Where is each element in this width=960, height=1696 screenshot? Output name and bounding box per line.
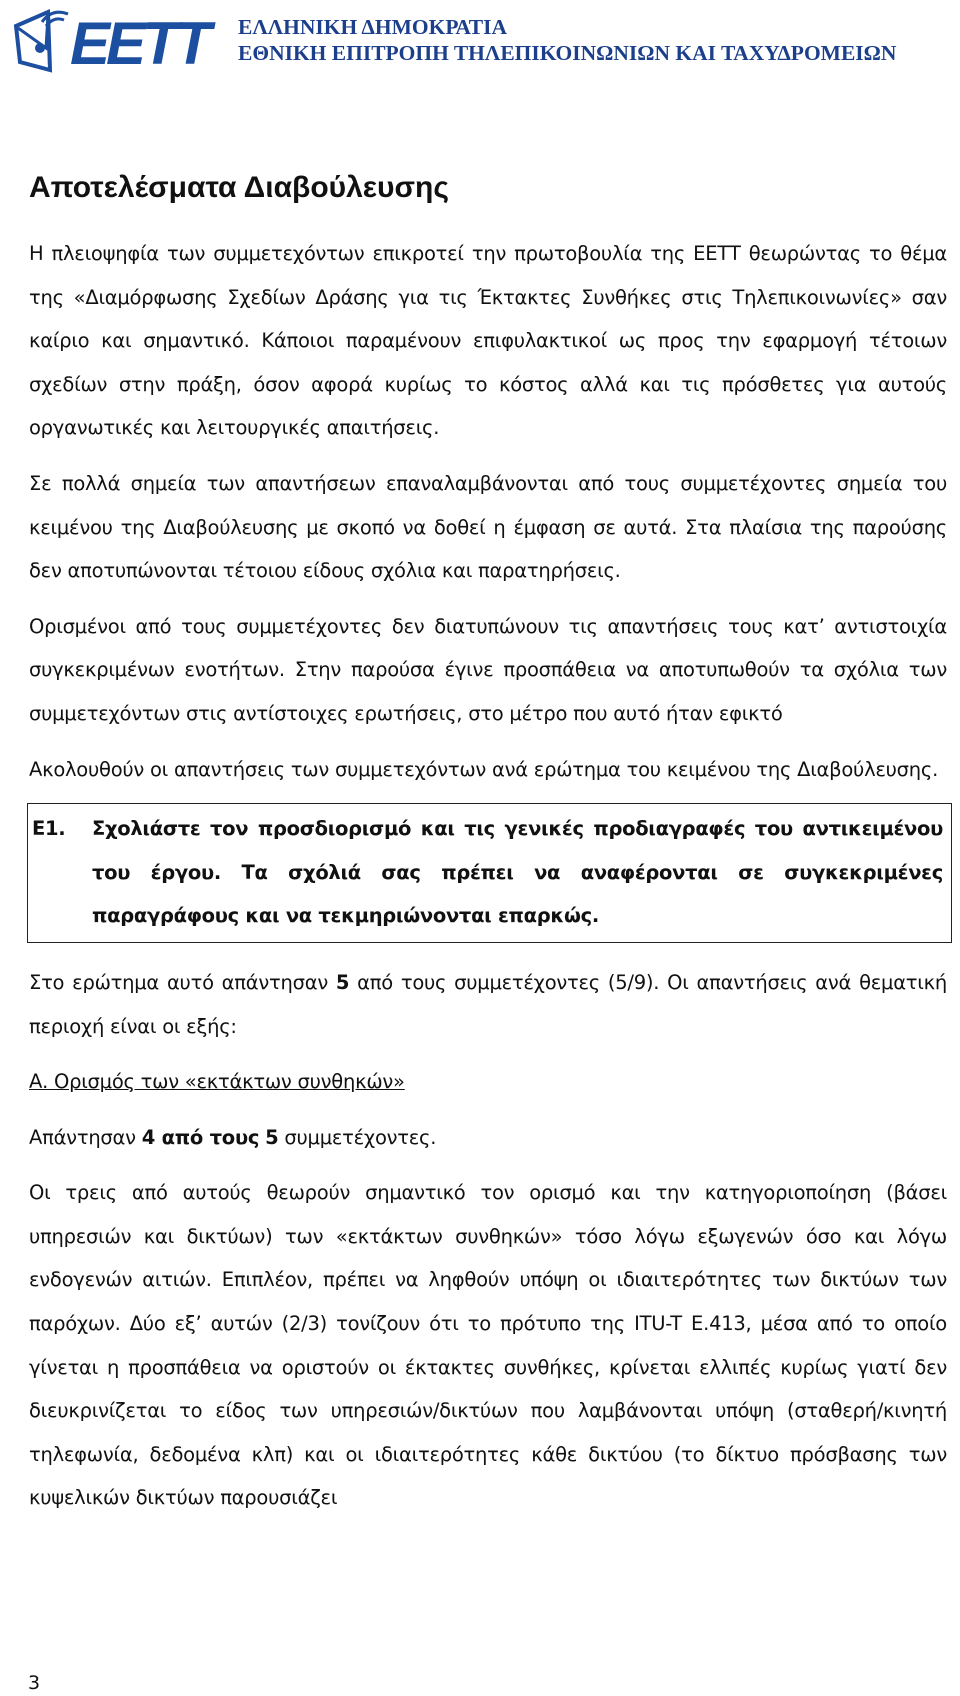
intro-paragraph-1: Η πλειοψηφία των συμμετεχόντων επικροτεί την πρωτοβουλία της ΕΕΤΤ θεωρώντας το θέμα της «Διαμόρφωσης Σχεδίων Δράσης για τις Έκτακτες Συνθήκες στις Τηλεπικοινωνίες» σαν καίριο και σημαντικό. Κάποιοι παραμένουν επιφυλακτικοί ως προς την εφαρμογή τέτοιων σχεδίων στην πράξη, όσον αφορά κυρίως το κόστος αλλά και τις πρόσθετες για αυτούς οργανωτικές και λειτουργικές απαιτήσεις. bbox=[29, 242, 947, 440]
answers-pre: Στο ερώτημα αυτό απάντησαν bbox=[29, 970, 336, 994]
eett-logo-icon bbox=[12, 4, 222, 76]
page-header bbox=[0, 0, 960, 80]
section-a-respondents bbox=[29, 1116, 947, 1160]
answers-post: από τους συμμετέχοντες (5/9). Οι απαντήσεις ανά θεματική περιοχή είναι οι εξής: bbox=[29, 970, 947, 1038]
question-text: Σχολιάστε τον προσδιορισμό και τις γενικές προδιαγραφές του αντικειμένου του έργου. Τα σχόλιά σας πρέπει να αναφέρονται σε συγκεκριμένες παραγράφους και να τεκμηριώνονται επαρκώς. bbox=[92, 817, 943, 928]
answers-count: 5 bbox=[335, 970, 350, 994]
page-number: 3 bbox=[28, 1672, 41, 1694]
answers-summary bbox=[29, 961, 947, 1048]
document-body bbox=[29, 168, 947, 1532]
question-box bbox=[27, 803, 952, 943]
logo-text: EETT bbox=[70, 10, 208, 76]
organization-name bbox=[238, 14, 896, 66]
resp-bold-2: 5 bbox=[265, 1125, 279, 1149]
org-line-2: ΕΘΝΙΚΗ ΕΠΙΤΡΟΠΗ ΤΗΛΕΠΙΚΟΙΝΩΝΙΩΝ ΚΑΙ ΤΑΧΥΔΡΟΜΕΙΩΝ bbox=[238, 41, 897, 65]
resp-pre: Απάντησαν bbox=[29, 1125, 142, 1149]
question-number: Ε1. bbox=[32, 817, 66, 841]
org-line-1: ΕΛΛΗΝΙΚΗ ΔΗΜΟΚΡΑΤΙΑ bbox=[238, 15, 508, 39]
resp-bold-1: 4 από τους bbox=[141, 1125, 260, 1149]
intro-paragraph-4: Ακολουθούν οι απαντήσεις των συμμετεχόντων ανά ερώτημα του κειμένου της Διαβούλευσης. bbox=[29, 757, 939, 781]
page-title: Αποτελέσματα Διαβούλευσης bbox=[29, 171, 449, 204]
section-a-heading: Α. Ορισμός των «εκτάκτων συνθηκών» bbox=[29, 1070, 405, 1094]
section-a-body: Οι τρεις από αυτούς θεωρούν σημαντικό τον ορισμό και την κατηγοριοποίηση (βάσει υπηρεσιών και δικτύων) των «εκτάκτων συνθηκών» τόσο λόγω εξωγενών όσο και λόγω ενδογενών αιτιών. Επιπλέον, πρέπει να ληφθούν υπόψη οι ιδιαιτερότητες των δικτύων των παρόχων. Δύο εξ’ αυτών (2/3) τονίζουν ότι το πρότυπο της ITU-T E.413, μέσα από το οποίο γίνεται η προσπάθεια να οριστούν οι έκτακτες συνθήκες, κρίνεται ελλιπές κυρίως γιατί δεν διευκρινίζεται το είδος των υπηρεσιών/δικτύων που λαμβάνονται υπόψη (σταθερή/κινητή τηλεφωνία, δεδομένα κλπ) και οι ιδιαιτερότητες κάθε δικτύου (το δίκτυο πρόσβασης των κυψελικών δικτύων παρουσιάζει bbox=[29, 1181, 947, 1510]
intro-paragraph-2: Σε πολλά σημεία των απαντήσεων επαναλαμβάνονται από τους συμμετέχοντες σημεία του κειμένου της Διαβούλευσης με σκοπό να δοθεί η έμφαση σε αυτά. Στα πλαίσια της παρούσης δεν αποτυπώνονται τέτοιου είδους σχόλια και παρατηρήσεις. bbox=[29, 471, 947, 583]
resp-post: συμμετέχοντες. bbox=[278, 1125, 437, 1149]
intro-paragraph-3: Ορισμένοι από τους συμμετέχοντες δεν διατυπώνουν τις απαντήσεις τους κατ’ αντιστοιχία συγκεκριμένων ενοτήτων. Στην παρούσα έγινε προσπάθεια να αποτυπωθούν τα σχόλια των συμμετεχόντων στις αντίστοιχες ερωτήσεις, στο μέτρο που αυτό ήταν εφικτό bbox=[29, 614, 947, 725]
